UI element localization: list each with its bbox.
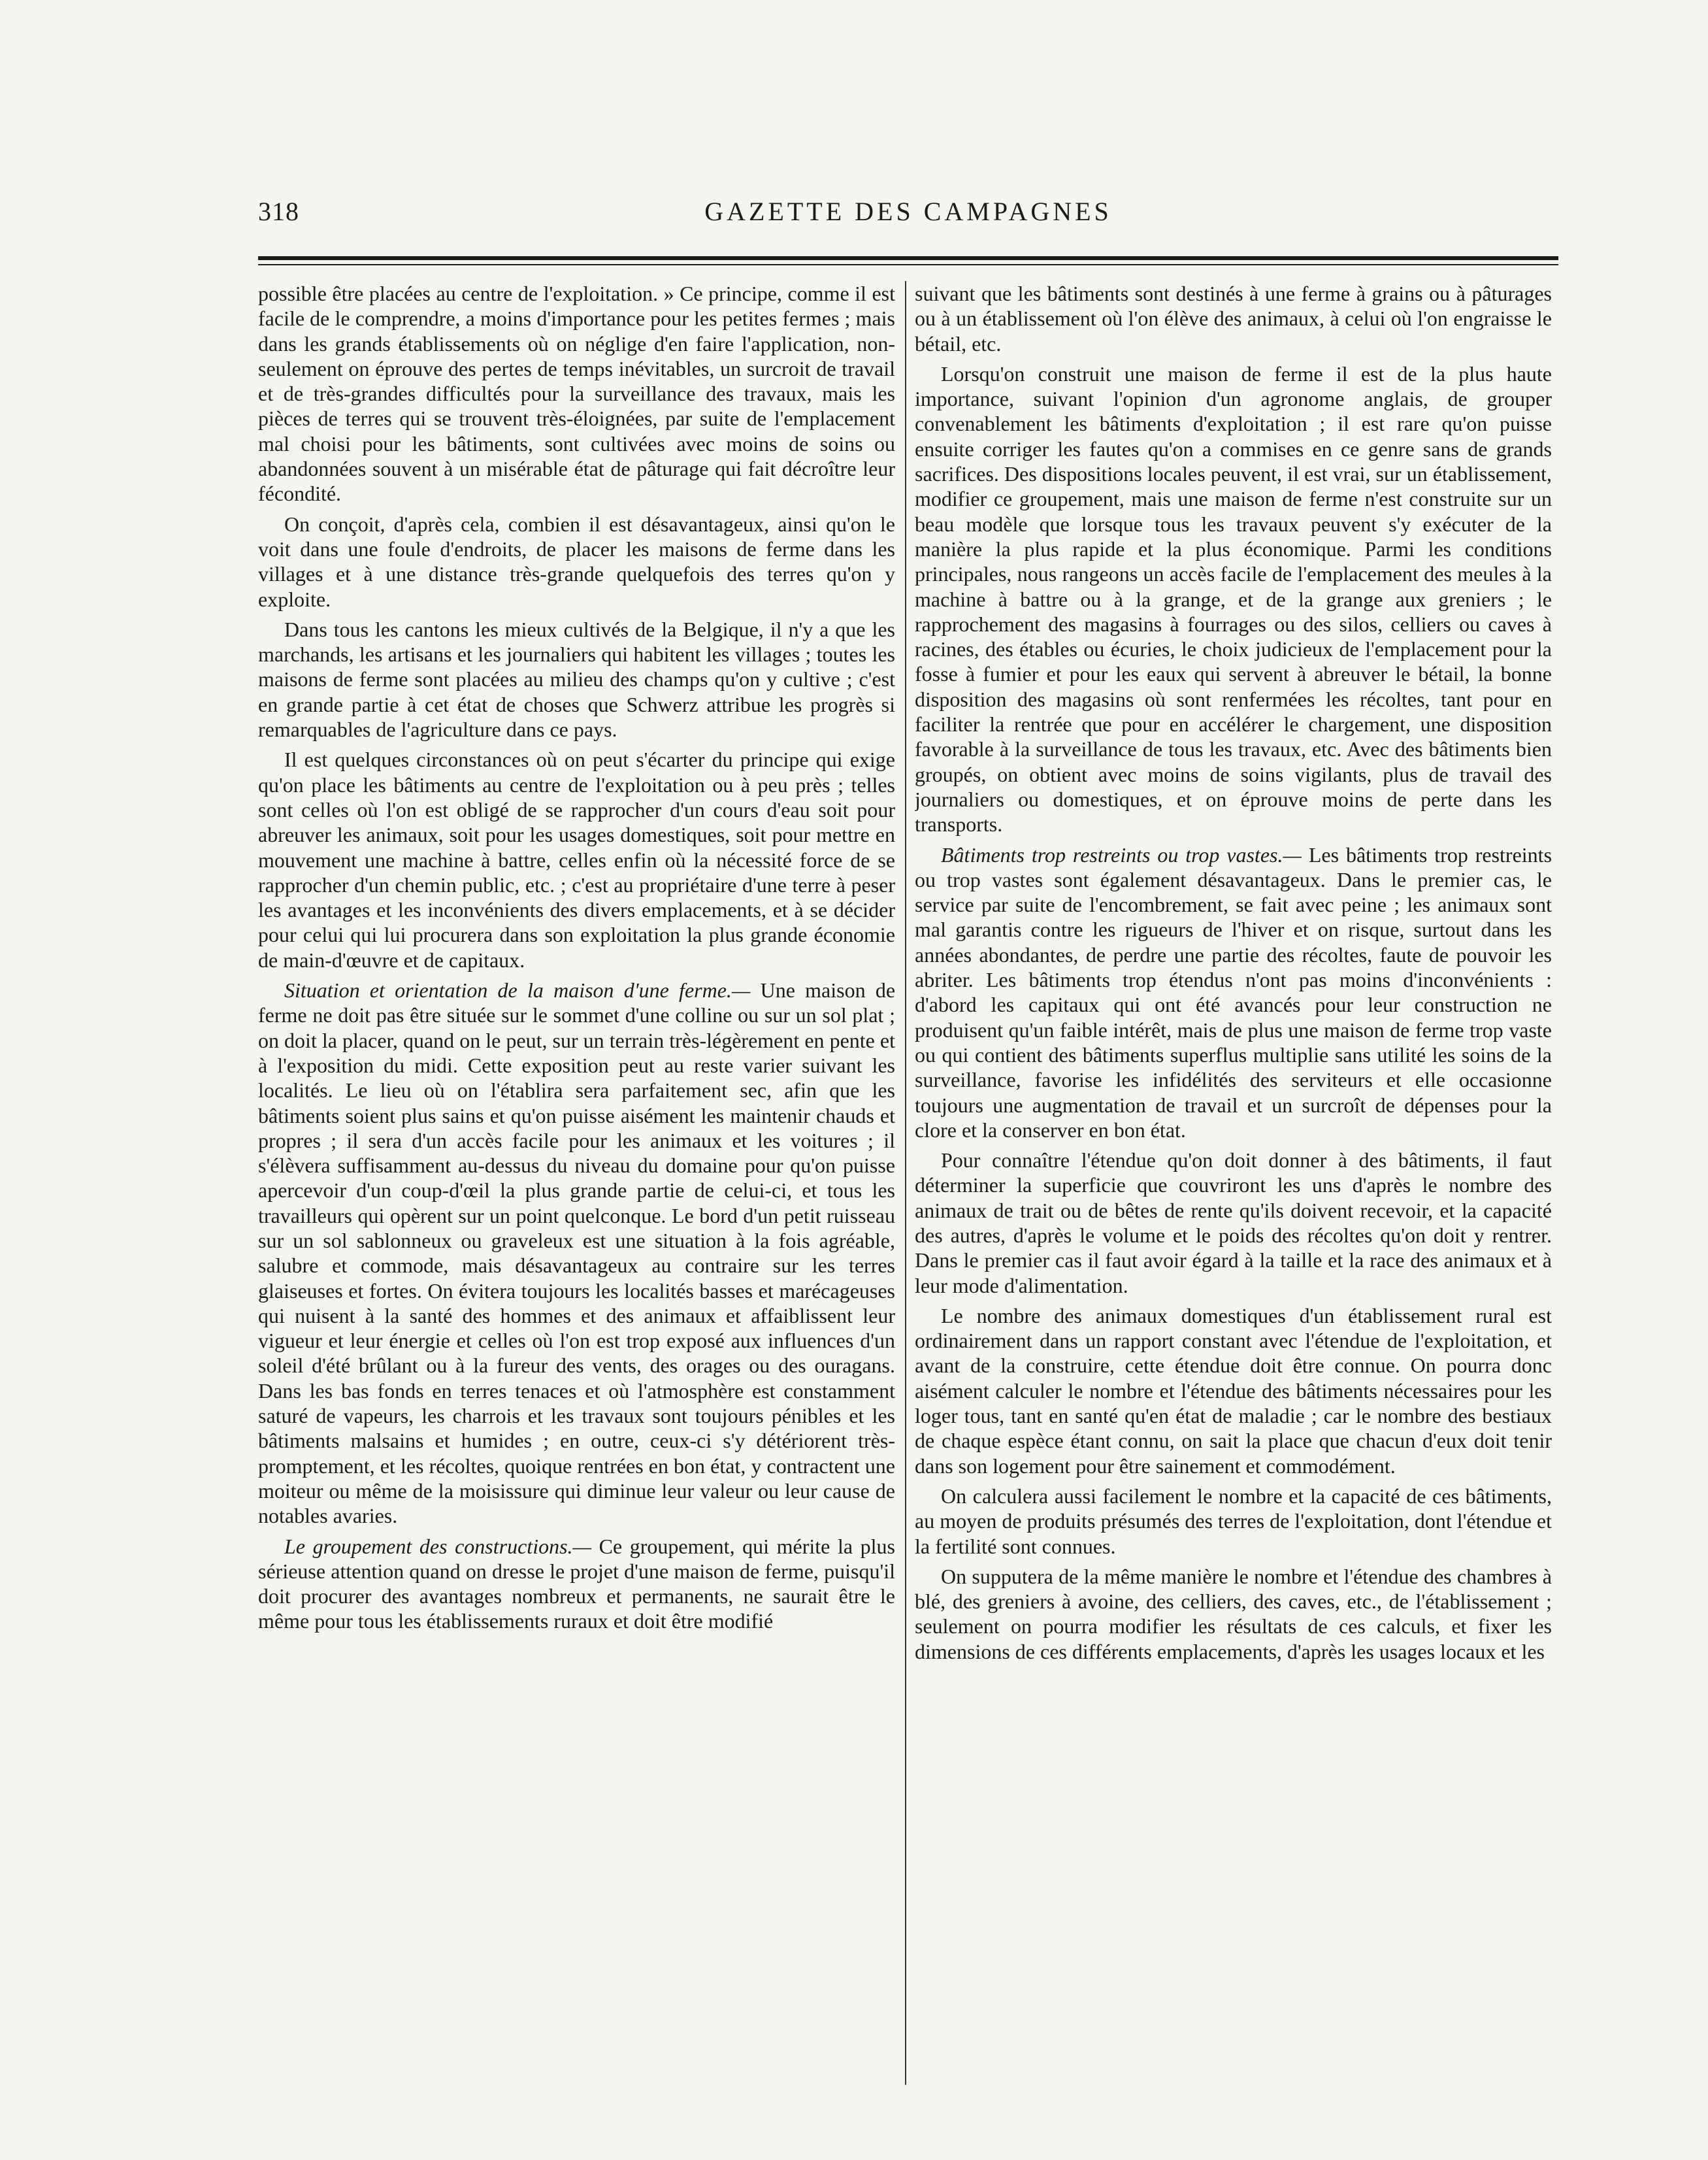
paragraph: Lorsqu'on construit une maison de ferme il est de la plus haute importance, suivant l'opinion d'un agronome anglais, de grouper convenablement les bâtiments d'exploitation ; il est rare qu'on puisse ensuite corriger les fautes qu'on a commises en ce genre sans de grands sacrifices. Des dispositions locales peuvent, il est vrai, sur un établissement, modifier ce groupement, mais une maison de ferme n'est construite sur un beau modèle que lorsque tous les travaux peuvent s'y exécuter de la manière la plus rapide et la plus économique. Parmi les conditions principales, nous rangeons un accès facile de l'emplacement des meules à la machine à battre ou à la grange, et de la grange aux greniers ; le rapprochement des magasins à fourrages ou des silos, celliers ou caves à racines, des étables ou écuries, le choix judicieux de l'emplacement pour la fosse à fumier et pour les eaux qui servent à abreuver le bétail, la bonne disposition des magasins où sont renfermées les récoltes, tant pour en faciliter la rentrée que pour en accélérer le chargement, une disposition favorable à la surveillance de tous les travaux, etc. Avec des bâtiments bien groupés, on obtient avec moins de soins vigilants, plus de travail des journaliers ou domestiques, et on éprouve moins de perte dans les transports. bbox=[915, 361, 1552, 837]
page-header bbox=[258, 196, 1558, 235]
paragraph: On supputera de la même manière le nombre et l'étendue des chambres à blé, des greniers à avoine, des celliers, des caves, etc., de l'établissement ; seulement on pourra modifier les résultats de ces calculs, et fixer les dimensions de ces différents emplacements, d'après les usages locaux et les bbox=[915, 1564, 1552, 1663]
paragraph: Pour connaître l'étendue qu'on doit donner à des bâtiments, il faut déterminer la superficie que couvriront les uns d'après le nombre des animaux de trait ou de bêtes de rente qu'ils doivent recevoir, et la capacité des autres, d'après le volume et le poids des récoltes qu'on doit y rentrer. Dans le premier cas il faut avoir égard à la taille et la race des animaux et à leur mode d'alimentation. bbox=[915, 1148, 1552, 1297]
section-paragraph: Situation et orientation de la maison d'une ferme.— Une maison de ferme ne doit pas être située sur le sommet d'une colline ou sur un sol plat ; on doit la placer, quand on le peut, sur un terrain très-légèrement en pente et à l'exposition du midi. Cette exposition peut au reste varier suivant les localités. Le lieu où on l'établira sera parfaitement sec, afin que les bâtiments soient plus sains et qu'on puisse aisément les maintenir chauds et propres ; il sera d'un accès facile pour les animaux et les voitures ; il s'élèvera suffisamment au-dessus du niveau du domaine pour qu'on puisse apercevoir d'un coup-d'œil la plus grande partie de celui-ci, et tous les travailleurs qui opèrent sur un point quelconque. Le bord d'un petit ruisseau sur un sol sablonneux ou graveleux est une situation à la fois agréable, salubre et commode, mais désavantageux au contraire sur les terres glaiseuses et fortes. On évitera toujours les localités basses et marécageuses qui nuisent à la santé des hommes et des animaux et affaiblissent leur vigueur et leur énergie et celles où l'on est trop exposé aux influences d'un soleil d'été brûlant ou à la fureur des vents, des orages ou des ouragans. Dans les bas fonds en terres tenaces et où l'atmosphère est constamment saturé de vapeurs, les charrois et les travaux sont toujours pénibles et les bâtiments malsains et humides ; en outre, ceux-ci s'y détériorent très-promptement, et les récoltes, quoique rentrées en bon état, y contractent une moiteur ou même de la moisissure qui diminue leur valeur ou leur cause de notables avaries. bbox=[258, 978, 895, 1528]
paragraph: Il est quelques circonstances où on peut s'écarter du principe qui exige qu'on place les bâtiments au centre de l'exploitation ou à peu près ; telles sont celles où l'on est obligé de se rapprocher d'un cours d'eau soit pour abreuver les animaux, soit pour les usages domestiques, soit pour mettre en mouvement une machine à battre, celles enfin où la nécessité force de se rapprocher d'un chemin public, etc. ; c'est au propriétaire d'une terre à peser les avantages et les inconvénients des divers emplacements, et à se décider pour celui qui lui procurera dans son exploitation la plus grande économie de main-d'œuvre et de capitaux. bbox=[258, 748, 895, 972]
page-number: 318 bbox=[258, 197, 299, 226]
right-column bbox=[915, 281, 1552, 2085]
section-paragraph: Bâtiments trop restreints ou trop vastes.— Les bâtiments trop restreints ou trop vastes sont également désavantageux. Dans le premier cas, le service par suite de l'encombrement, se fait avec peine ; les animaux sont mal garantis contre les rigueurs de l'hiver et on risque, surtout dans les années abondantes, de perdre une partie des récoltes, faute de pouvoir les abriter. Les bâtiments trop étendus n'ont pas moins d'inconvénients : d'abord les capitaux qui ont été avancés pour leur construction ne produisent qu'un faible intérêt, mais de plus une maison de ferme trop vaste ou qui contient des bâtiments superflus multiplie sans utilité les soins de la surveillance, favorise les infidélités des serviteurs et elle occasionne toujours une augmentation de travail et un surcroît de dépenses pour la clore et la conserver en bon état. bbox=[915, 842, 1552, 1142]
paragraph: Dans tous les cantons les mieux cultivés de la Belgique, il n'y a que les marchands, les artisans et les journaliers qui habitent les villages ; toutes les maisons de ferme sont placées au milieu des champs qu'on y cultive ; c'est en grande partie à cet état de choses que Schwerz attribue les progrès si remarquables de l'agriculture dans ce pays. bbox=[258, 617, 895, 742]
section-heading: Le groupement des constructions.— bbox=[284, 1534, 591, 1558]
section-heading: Bâtiments trop restreints ou trop vastes.— bbox=[941, 842, 1302, 867]
header-rule-thin bbox=[258, 264, 1558, 265]
column-divider bbox=[905, 281, 906, 2085]
section-heading: Situation et orientation de la maison d'une ferme.— bbox=[284, 978, 751, 1003]
left-column bbox=[258, 281, 895, 2085]
paragraph: On calculera aussi facilement le nombre et la capacité de ces bâtiments, au moyen de produits présumés des terres de l'exploitation, dont l'étendue et la fertilité sont connues. bbox=[915, 1484, 1552, 1558]
header-rule-thick bbox=[258, 256, 1558, 260]
running-title: GAZETTE DES CAMPAGNES bbox=[704, 197, 1112, 226]
paragraph: On conçoit, d'après cela, combien il est désavantageux, ainsi qu'on le voit dans une foule d'endroits, de placer les maisons de ferme dans les villages et à une distance très-grande quelquefois des terres qu'on y exploite. bbox=[258, 512, 895, 611]
paragraph: possible être placées au centre de l'exploitation. » Ce principe, comme il est facile de le comprendre, a moins d'importance pour les petites fermes ; mais dans les grands établissements où on néglige d'en faire l'application, non-seulement on éprouve des pertes de temps inévitables, un surcroit de travail et de très-grandes difficultés pour la surveillance des travaux, mais les pièces de terres qui se trouvent très-éloignées, par suite de l'emplacement mal choisi pour les bâtiments, sont cultivées avec moins de soins ou abandonnées souvent à un misérable état de pâturage qui fait décroître leur fécondité. bbox=[258, 282, 895, 506]
paragraph: Le nombre des animaux domestiques d'un établissement rural est ordinairement dans un rapport constant avec l'étendue de l'exploitation, et avant de la construire, cette étendue doit être connue. On pourra donc aisément calculer le nombre et l'étendue des bâtiments nécessaires pour les loger tous, tant en santé qu'en état de maladie ; car le nombre des bestiaux de chaque espèce étant connu, on sait la place que chacun d'eux doit tenir dans son logement pour être sainement et commodément. bbox=[915, 1303, 1552, 1478]
paragraph: suivant que les bâtiments sont destinés à une ferme à grains ou à pâturages ou à un établissement où l'on élève des animaux, à celui où l'on engraisse le bétail, etc. bbox=[915, 282, 1552, 356]
section-paragraph: Le groupement des constructions.— Ce groupement, qui mérite la plus sérieuse attention quand on dresse le projet d'une maison de ferme, puisqu'il doit procurer des avantages nombreux et permanents, ne saurait être le même pour tous les établissements ruraux et doit être modifié bbox=[258, 1534, 895, 1633]
